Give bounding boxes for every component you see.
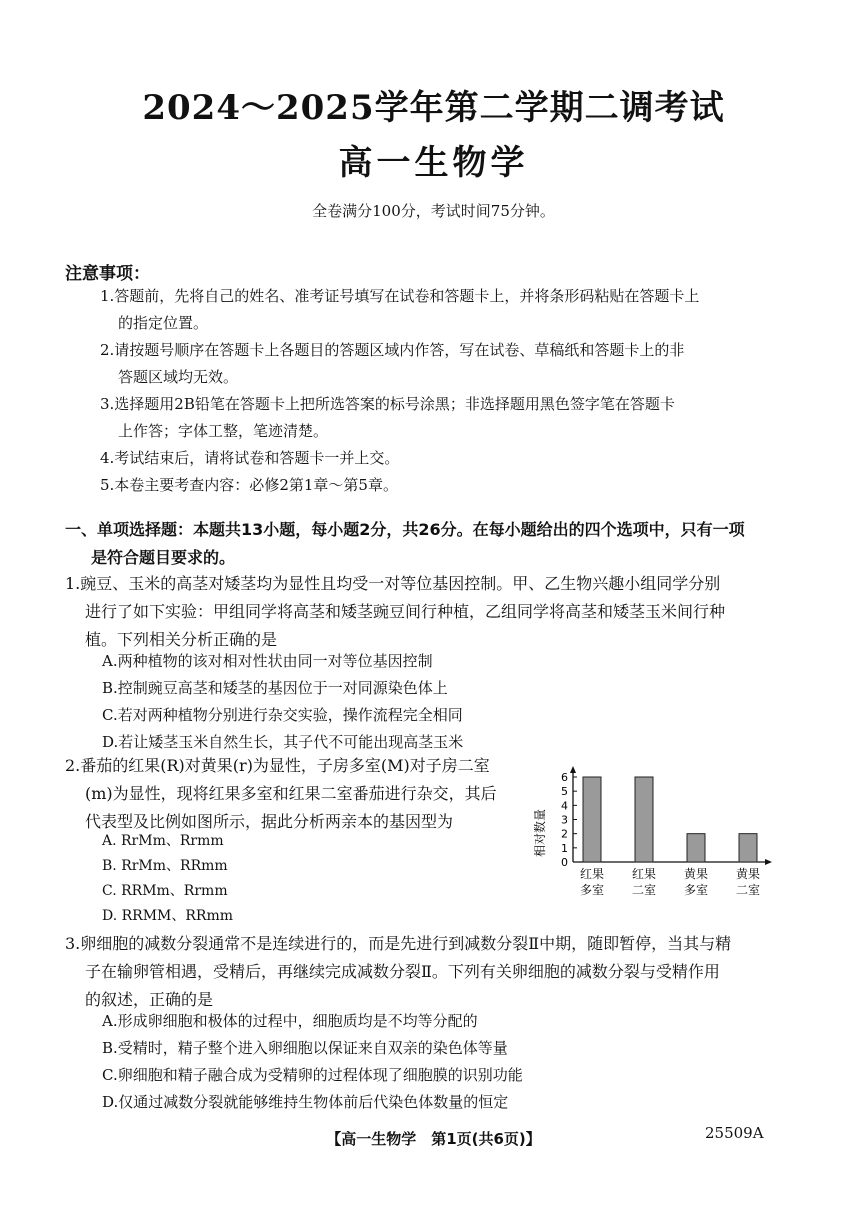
question-1-option-a: A.两种植物的该对相对性状由同一对等位基因控制 <box>102 652 433 670</box>
question-3-line2: 子在输卵管相遇，受精后，再继续完成减数分裂Ⅱ。下列有关卵细胞的减数分裂与受精作用 <box>85 962 720 981</box>
question-1-line3: 植。下列相关分析正确的是 <box>85 630 278 649</box>
y-tick-label: 2 <box>561 827 568 841</box>
question-2-option-b: B. RrMm、RRmm <box>102 858 228 874</box>
exam-info: 全卷满分100分，考试时间75分钟。 <box>312 202 555 220</box>
x-tick-label: 黄果 <box>683 867 709 881</box>
notice-item-1-line1: 1.答题前，先将自己的姓名、准考证号填写在试卷和答题卡上，并将条形码粘贴在答题卡上 <box>100 287 700 305</box>
chart-ylabel: 相对数量 <box>533 808 547 858</box>
question-3-option-a: A.形成卵细胞和极体的过程中，细胞质均是不均等分配的 <box>102 1012 478 1030</box>
page-footer: 【高一生物学 第1页(共6页)】 <box>326 1130 541 1148</box>
question-3-line3: 的叙述，正确的是 <box>85 990 214 1009</box>
subject-title: 高一生物学 <box>338 143 529 183</box>
question-3-option-b: B.受精时，精子整个进入卵细胞以保证来自双亲的染色体等量 <box>102 1039 508 1057</box>
notice-item-5-line1: 5.本卷主要考查内容：必修2第1章～第5章。 <box>100 476 398 494</box>
question-2-option-d: D. RRMM、RRmm <box>102 908 234 924</box>
x-tick-label: 多室 <box>683 883 709 897</box>
x-tick-label: 多室 <box>579 883 605 897</box>
phenotype-bar-chart <box>530 765 780 900</box>
y-tick-label: 1 <box>561 841 568 855</box>
notice-item-5 <box>100 472 790 499</box>
x-tick-label: 红果 <box>579 867 605 881</box>
x-tick-labels <box>580 867 760 897</box>
question-2-line3: 代表型及比例如图所示，据此分析两亲本的基因型为 <box>85 812 454 831</box>
x-tick-label: 二室 <box>631 883 657 897</box>
bar <box>739 834 757 862</box>
bars <box>583 777 757 862</box>
notice-item-2-line2: 答题区域均无效。 <box>118 368 239 386</box>
question-2-option-a: A. RrMm、Rrmm <box>102 833 224 849</box>
y-tick-label: 3 <box>561 813 568 827</box>
question-2-option-c: C. RRMm、Rrmm <box>102 883 228 899</box>
notice-item-3 <box>100 391 790 445</box>
bar <box>635 777 653 862</box>
notice-item-3-line2: 上作答；字体工整，笔迹清楚。 <box>118 422 329 440</box>
x-tick-label: 二室 <box>735 883 761 897</box>
section-heading-line1: 一、单项选择题：本题共13小题，每小题2分，共26分。在每小题给出的四个选项中，只有一项 <box>65 520 745 539</box>
question-2-stem <box>65 752 535 836</box>
y-axis-arrow-icon <box>570 766 576 773</box>
section-heading-line2: 是符合题目要求的。 <box>91 548 236 567</box>
notice-item-4 <box>100 445 790 472</box>
question-1-stem <box>65 570 795 654</box>
question-3-line1: 3.卵细胞的减数分裂通常不是连续进行的，而是先进行到减数分裂Ⅱ中期，随即暂停，当其与精 <box>65 934 732 953</box>
question-3-option-d: D.仅通过减数分裂就能够维持生物体前后代染色体数量的恒定 <box>102 1093 509 1111</box>
notice-item-2-line1: 2.请按题号顺序在答题卡上各题目的答题区域内作答，写在试卷、草稿纸和答题卡上的非 <box>100 341 685 359</box>
question-1-line2: 进行了如下实验：甲组同学将高茎和矮茎豌豆间行种植，乙组同学将高茎和矮茎玉米间行种 <box>85 602 726 621</box>
notice-item-1 <box>100 283 790 337</box>
question-2-line1: 2.番茄的红果(R)对黄果(r)为显性，子房多室(M)对子房二室 <box>65 756 490 775</box>
x-tick-label: 红果 <box>631 867 657 881</box>
question-3-option-c: C.卵细胞和精子融合成为受精卵的过程体现了细胞膜的识别功能 <box>102 1066 523 1084</box>
notice-item-3-line1: 3.选择题用2B铅笔在答题卡上把所选答案的标号涂黑；非选择题用黑色签字笔在答题卡 <box>100 395 675 413</box>
bar <box>687 834 705 862</box>
exam-title: 2024～2025学年第二学期二调考试 <box>142 88 725 128</box>
section-heading <box>65 516 795 572</box>
y-tick-label: 5 <box>561 785 568 799</box>
notice-heading: 注意事项： <box>65 264 150 284</box>
bar <box>583 777 601 862</box>
y-tick-label: 0 <box>561 856 568 869</box>
x-tick-label: 黄果 <box>735 867 761 881</box>
x-axis-arrow-icon <box>765 859 772 865</box>
notice-item-2 <box>100 337 790 391</box>
question-2-line2: (m)为显性，现将红果多室和红果二室番茄进行杂交，其后 <box>85 784 497 803</box>
y-tick-label: 6 <box>561 771 568 784</box>
question-1-line1: 1.豌豆、玉米的高茎对矮茎均为显性且均受一对等位基因控制。甲、乙生物兴趣小组同学分别 <box>65 574 721 593</box>
question-3-stem <box>65 930 795 1014</box>
notice-item-1-line2: 的指定位置。 <box>118 314 209 332</box>
question-1-option-b: B.控制豌豆高茎和矮茎的基因位于一对同源染色体上 <box>102 679 448 697</box>
notice-item-4-line1: 4.考试结束后，请将试卷和答题卡一并上交。 <box>100 449 400 467</box>
question-1-option-d: D.若让矮茎玉米自然生长，其子代不可能出现高茎玉米 <box>102 733 464 751</box>
question-1-option-c: C.若对两种植物分别进行杂交实验，操作流程完全相同 <box>102 706 463 724</box>
y-tick-label: 4 <box>561 799 568 813</box>
paper-code: 25509A <box>705 1124 764 1142</box>
y-ticks <box>561 771 577 869</box>
